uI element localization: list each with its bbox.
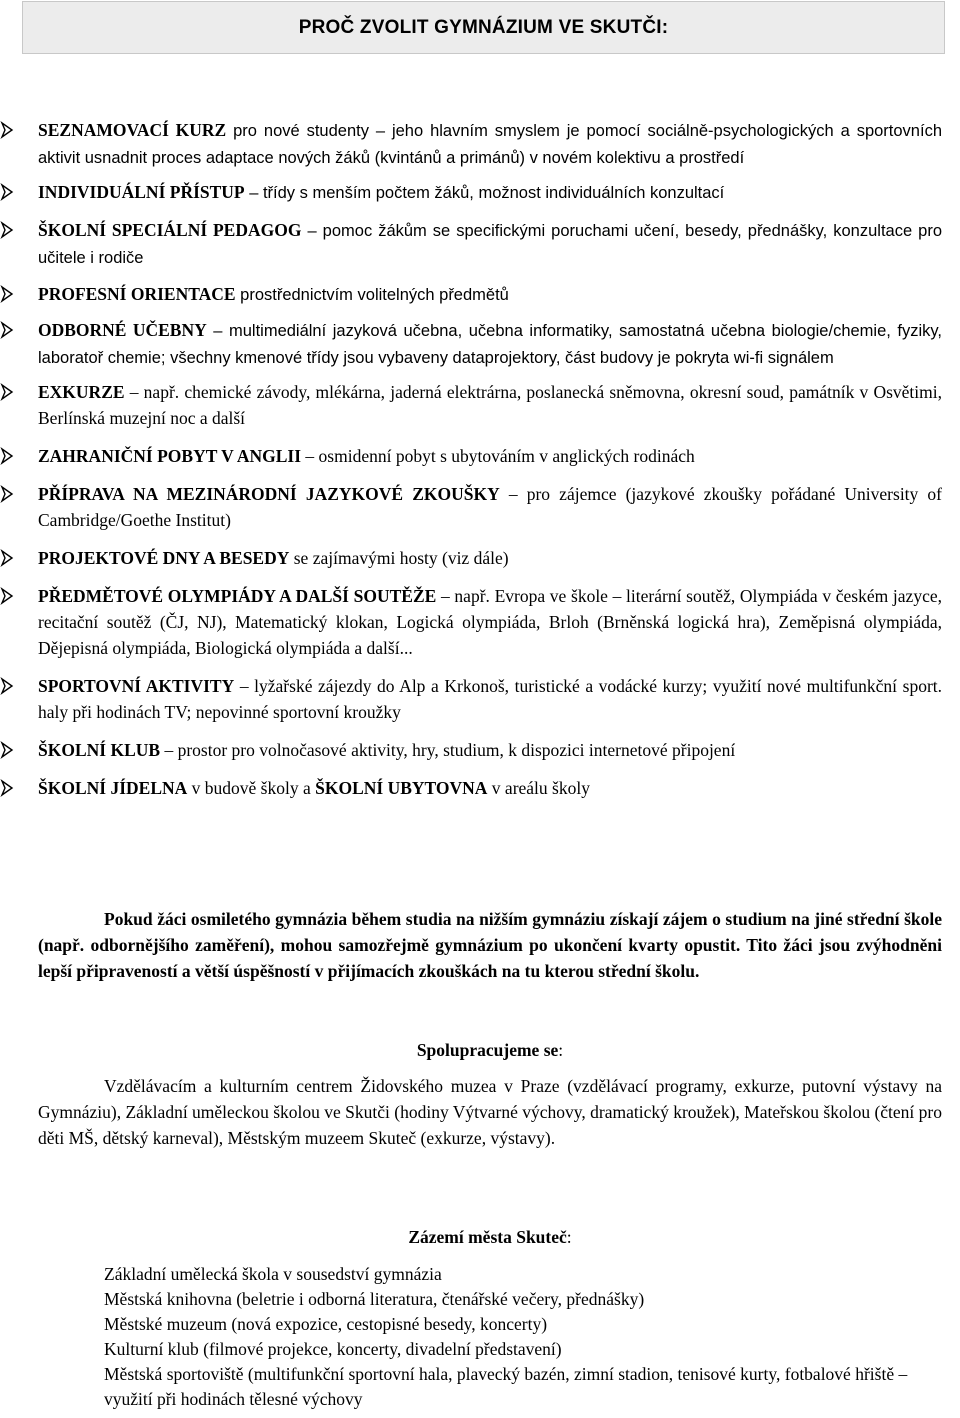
item-title: PROJEKTOVÉ DNY A BESEDY xyxy=(38,548,290,568)
arrowhead-bullet-icon xyxy=(0,281,14,307)
arrowhead-bullet-icon xyxy=(0,317,14,343)
arrowhead-bullet-icon xyxy=(0,583,14,609)
item-title: PROFESNÍ ORIENTACE xyxy=(38,284,236,304)
cooperation-body: Vzdělávacím a kulturním centrem Židovského muzea v Praze (vzdělávací programy, exkurze, putovní výstavy na Gymnáziu), Základní uměleckou školou ve Skutči (hodiny Výtvarné výchovy, dramatický kroužek), Mateřskou školou (čtení pro děti MŠ, dětský karneval), Městským muzeem Skuteč (exkurze, výstavy). xyxy=(38,1076,942,1148)
item-text: – osmidenní pobyt s ubytováním v anglických rodinách xyxy=(301,446,695,466)
item-text: prostřednictvím volitelných předmětů xyxy=(235,286,509,304)
background-heading xyxy=(38,1224,942,1250)
list-item xyxy=(0,737,960,763)
item-title: ŠKOLNÍ SPECIÁLNÍ PEDAGOG xyxy=(38,220,302,240)
item-text-2: v areálu školy xyxy=(487,778,590,798)
item-title-2: ŠKOLNÍ UBYTOVNA xyxy=(315,778,488,798)
arrowhead-bullet-icon xyxy=(0,117,14,143)
background-line: Městské muzeum (nová expozice, cestopisné besedy, koncerty) xyxy=(104,1314,548,1334)
feature-list xyxy=(0,117,960,801)
item-title: EXKURZE xyxy=(38,382,125,402)
item-title: PŘEDMĚTOVÉ OLYMPIÁDY A DALŠÍ SOUTĚŽE xyxy=(38,586,437,606)
list-item xyxy=(0,481,960,533)
item-title: ZAHRANIČNÍ POBYT V ANGLII xyxy=(38,446,302,466)
list-item xyxy=(0,117,960,171)
item-title: ODBORNÉ UČEBNY xyxy=(38,320,207,340)
list-item xyxy=(0,179,960,206)
cooperation-heading-text: Spolupracujeme se xyxy=(416,1040,559,1060)
item-text: – multimediální jazyková učebna, učebna informatiky, samostatná učebna biologie/chemie, fyziky, laboratoř chemie; všechny kmenové třídy jsou vybaveny dataprojektory, část budovy je pokryta wi-fi signálem xyxy=(38,322,942,367)
arrowhead-bullet-icon xyxy=(0,481,14,507)
item-title: INDIVIDUÁLNÍ PŘÍSTUP xyxy=(38,182,245,202)
arrowhead-bullet-icon xyxy=(0,379,14,405)
arrowhead-bullet-icon xyxy=(0,545,14,571)
background-line: Kulturní klub (filmové projekce, koncerty, divadelní představení) xyxy=(104,1339,562,1359)
note-text: Pokud žáci osmiletého gymnázia během studia na nižším gymnáziu získají zájem o studium na jiné střední škole (např. odbornějšího zaměření), mohou samozřejmě gymnázium po ukončení kvarty opustit. Tito žáci jsou zvýhodněni lepší připraveností a větší úspěšností v přijímacích zkouškách na tu kterou střední školu. xyxy=(38,909,942,981)
list-item xyxy=(0,379,960,431)
page-title: PROČ ZVOLIT GYMNÁZIUM VE SKUTČI: xyxy=(298,16,669,38)
item-text: pro nové studenty – jeho hlavním smyslem je pomocí sociálně-psychologických a sportovních aktivit usnadnit proces adaptace nových žáků (kvintánů a primánů) v novém kolektivu a prostředí xyxy=(38,122,942,167)
item-text: – pomoc žákům se specifickými poruchami učení, besedy, přednášky, konzultace pro učitele i rodiče xyxy=(38,222,942,267)
item-title: PŘÍPRAVA NA MEZINÁRODNÍ JAZYKOVÉ ZKOUŠKY xyxy=(38,484,500,504)
list-item xyxy=(0,317,960,371)
item-text: – lyžařské zájezdy do Alp a Krkonoš, turistické a vodácké kurzy; využití nové multifunkční sport. haly při hodinách TV; nepovinné sportovní kroužky xyxy=(38,676,943,722)
arrowhead-bullet-icon xyxy=(0,443,14,469)
item-text: – např. Evropa ve škole – literární soutěž, Olympiáda v českém jazyce, recitační soutěž (ČJ, NJ), Matematický klokan, Logická olympiáda, Brloh (Brněnská logická hra), Zeměpisná olympiáda, Dějepisná olympiáda, Biologická olympiáda a další... xyxy=(38,586,942,658)
item-text: – třídy s menším počtem žáků, možnost individuálních konzultací xyxy=(244,184,725,202)
item-text: v budově školy a xyxy=(187,778,316,798)
cooperation-text xyxy=(38,1073,942,1151)
item-title: SPORTOVNÍ AKTIVITY xyxy=(38,676,235,696)
item-title: SEZNAMOVACÍ KURZ xyxy=(38,120,227,140)
item-text: se zajímavými hosty (viz dále) xyxy=(289,548,509,568)
arrowhead-bullet-icon xyxy=(0,775,14,801)
background-line: Městská knihovna (beletrie i odborná literatura, čtenářské večery, přednášky) xyxy=(104,1289,645,1309)
background-heading-text: Zázemí města Skuteč xyxy=(408,1227,567,1247)
background-heading-colon: : xyxy=(566,1227,572,1247)
list-item xyxy=(0,583,960,661)
background-line: Základní umělecká škola v sousedství gymnázia xyxy=(104,1264,442,1284)
cooperation-heading-colon: : xyxy=(558,1040,564,1060)
item-text: – pro zájemce (jazykové zkoušky pořádané University of Cambridge/Goethe Institut) xyxy=(38,484,942,530)
arrowhead-bullet-icon xyxy=(0,737,14,763)
list-item xyxy=(0,545,960,571)
background-line: Městská sportoviště (multifunkční sportovní hala, plavecký bazén, zimní stadion, tenisové kurty, fotbalové hřiště – využití při hodinách tělesné výchovy xyxy=(104,1364,908,1409)
arrowhead-bullet-icon xyxy=(0,673,14,699)
item-text: – např. chemické závody, mlékárna, jaderná elektrárna, poslanecká sněmovna, okresní soud, památník v Osvětimi, Berlínská muzejní noc a další xyxy=(38,382,942,428)
arrowhead-bullet-icon xyxy=(0,179,14,205)
cooperation-heading xyxy=(38,1037,942,1063)
title-banner xyxy=(22,1,945,54)
list-item xyxy=(0,281,960,308)
list-item xyxy=(0,443,960,469)
list-item xyxy=(0,673,960,725)
arrowhead-bullet-icon xyxy=(0,217,14,243)
item-text: – prostor pro volnočasové aktivity, hry, studium, k dispozici internetové připojení xyxy=(160,740,736,760)
item-title: ŠKOLNÍ JÍDELNA xyxy=(38,778,188,798)
list-item xyxy=(0,217,960,271)
transfer-note xyxy=(38,906,942,984)
item-title: ŠKOLNÍ KLUB xyxy=(38,740,161,760)
background-list xyxy=(104,1262,942,1412)
list-item xyxy=(0,775,960,801)
